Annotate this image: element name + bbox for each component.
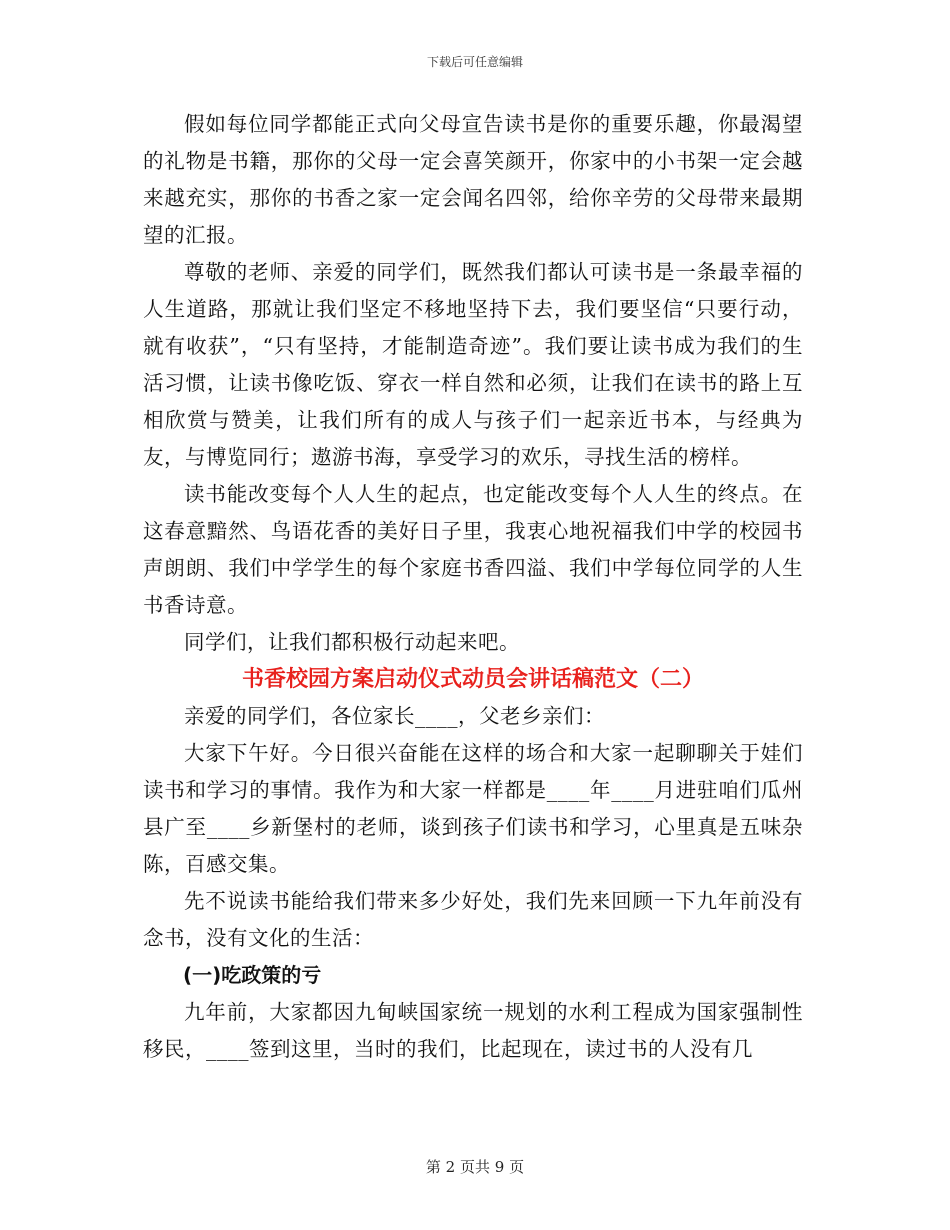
- paragraph: 亲爱的同学们，各位家长____，父老乡亲们：: [184, 704, 605, 728]
- paragraph: 尊敬的老师、亲爱的同学们，既然我们都认可读书是一条最幸福的人生道路，那就让我们坚定不移地坚持下去，我们要坚信“只要行动，就有收获”，“只有坚持，才能制造奇迹”。我们要让读书成为我们的生活习惯，让读书像吃饭、穿衣一样自然和必须，让我们在读书的路上互相欣赏与赞美，让我们所有的成人与孩子们一起亲近书本，与经典为友，与博览同行；遨游书海，享受学习的欢乐，寻找生活的榜样。: [143, 260, 803, 469]
- subheading: (一)吃政策的亏: [183, 963, 322, 987]
- page-header: 下载后可任意编辑: [426, 55, 523, 69]
- paragraph: 同学们，让我们都积极行动起来吧。: [184, 630, 520, 654]
- paragraph: 先不说读书能给我们带来多少好处，我们先来回顾一下九年前没有念书，没有文化的生活：: [143, 889, 803, 950]
- paragraph: 大家下午好。今日很兴奋能在这样的场合和大家一起聊聊关于娃们读书和学习的事情。我作为和大家一样都是____年____月进驻咱们瓜州县广至____乡新堡村的老师，谈到孩子们读书和学习，心里真是五味杂陈，百感交集。: [143, 741, 803, 876]
- section-title: 书香校园方案启动仪式动员会讲话稿范文（二）: [241, 667, 704, 692]
- document-body: [143, 106, 803, 1068]
- paragraph: 读书能改变每个人人生的起点，也定能改变每个人人生的终点。在这春意黯然、鸟语花香的美好日子里，我衷心地祝福我们中学的校园书声朗朗、我们中学学生的每个家庭书香四溢、我们中学每位同学的人生书香诗意。: [143, 482, 803, 617]
- paragraph: 假如每位同学都能正式向父母宣告读书是你的重要乐趣，你最渴望的礼物是书籍，那你的父母一定会喜笑颜开，你家中的小书架一定会越来越充实，那你的书香之家一定会闻名四邻，给你辛劳的父母带来最期望的汇报。: [143, 112, 803, 247]
- paragraph: 九年前，大家都因九甸峡国家统一规划的水利工程成为国家强制性移民，____签到这里，当时的我们，比起现在，读过书的人没有几: [143, 1000, 803, 1061]
- page-footer: 第 2 页共 9 页: [425, 1158, 525, 1176]
